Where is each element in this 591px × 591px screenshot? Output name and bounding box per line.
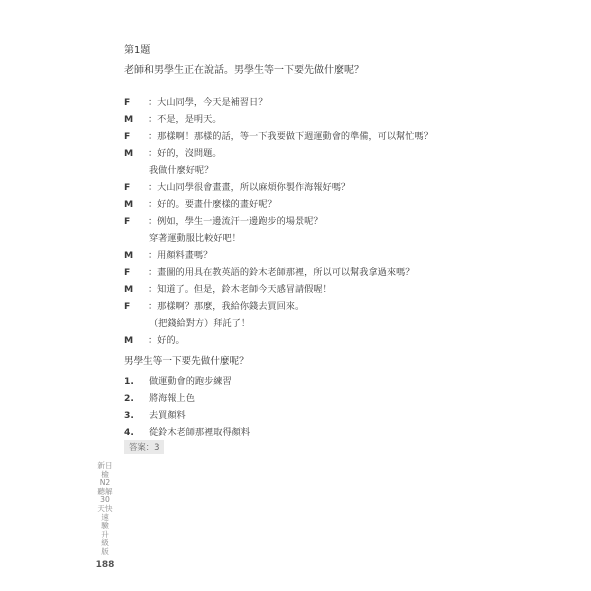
side-title-part: 30 xyxy=(100,495,110,505)
dialog-line xyxy=(124,196,544,213)
speaker: F xyxy=(124,182,131,193)
question-repeat: 男學生等一下要先做什麼呢？ xyxy=(124,356,249,367)
dialog-line xyxy=(124,315,544,332)
dialog-line xyxy=(124,94,544,111)
option-number: 4. xyxy=(124,427,134,438)
option-text: 將海報上色 xyxy=(149,393,195,404)
option-text: 從鈴木老師那裡取得顏料 xyxy=(149,427,251,438)
speaker: F xyxy=(124,267,131,278)
dialog-text: ：畫圖的用具在教英語的鈴木老師那裡，所以可以幫我拿過來嗎？ xyxy=(148,267,415,278)
dialog-line xyxy=(124,230,544,247)
question-title: 第1題 xyxy=(124,45,151,56)
dialog-text: 我做什麼好呢？ xyxy=(149,165,214,176)
dialog-line xyxy=(124,247,544,264)
side-title-part: 新日檢 xyxy=(97,461,113,479)
dialog-line xyxy=(124,128,544,145)
side-title-part: 級 xyxy=(101,538,109,548)
side-title-part: 版 xyxy=(101,546,109,556)
option-number: 1. xyxy=(124,376,134,387)
page-number: 188 xyxy=(95,560,115,570)
dialog-line xyxy=(124,332,544,349)
dialog-text: ：知道了。但是，鈴木老師今天感冒請假喔！ xyxy=(148,284,332,295)
option-number: 2. xyxy=(124,393,134,404)
dialog-text: ：例如，學生一邊流汗一邊跑步的場景呢？ xyxy=(148,216,323,227)
side-title-part: 驗 xyxy=(101,521,109,531)
dialog-text: ：好的。 xyxy=(148,335,185,346)
speaker: M xyxy=(124,284,134,295)
dialog-text: ：那樣啊！那樣的話，等一下我要做下週運動會的準備，可以幫忙嗎？ xyxy=(148,131,433,142)
speaker: F xyxy=(124,97,131,108)
speaker: M xyxy=(124,199,134,210)
dialog-text: （把錢給對方）拜託了！ xyxy=(149,318,251,329)
dialog-line xyxy=(124,162,544,179)
dialog-text: ：好的，沒問題。 xyxy=(148,148,222,159)
dialog-text: ：大山同學，今天是補習日？ xyxy=(148,97,268,108)
speaker: F xyxy=(124,301,131,312)
dialog-line xyxy=(124,111,544,128)
speaker: M xyxy=(124,114,134,125)
dialog-text: ：大山同學很會畫畫，所以麻煩你製作海報好嗎？ xyxy=(148,182,351,193)
speaker: F xyxy=(124,131,131,142)
dialog-text: ：那樣啊？那麼，我給你錢去買回來。 xyxy=(148,301,305,312)
speaker: M xyxy=(124,335,134,346)
answer-badge: 答案：3 xyxy=(124,440,164,454)
side-book-title xyxy=(94,462,116,557)
dialog-line xyxy=(124,264,544,281)
side-title-part: 升 xyxy=(101,529,109,539)
dialog-text: ：好的。要畫什麼樣的畫好呢？ xyxy=(148,199,277,210)
dialog-line xyxy=(124,298,544,315)
option-number: 3. xyxy=(124,410,134,421)
question-prompt: 老師和男學生正在說話。男學生等一下要先做什麼呢？ xyxy=(124,65,364,76)
dialog-line xyxy=(124,145,544,162)
side-title-part: N2 xyxy=(99,478,111,488)
option-text: 做運動會的跑步練習 xyxy=(149,376,232,387)
speaker: M xyxy=(124,250,134,261)
dialog-line xyxy=(124,213,544,230)
dialog-text: ：不是，是明天。 xyxy=(148,114,222,125)
side-title-part: 天快速 xyxy=(97,503,113,522)
option-text: 去買顏料 xyxy=(149,410,186,421)
speaker: F xyxy=(124,216,131,227)
dialog xyxy=(124,94,544,349)
dialog-line xyxy=(124,179,544,196)
side-title-part: 聽解 xyxy=(97,486,113,496)
dialog-text: 穿著運動服比較好吧！ xyxy=(149,233,241,244)
speaker: M xyxy=(124,148,134,159)
dialog-line xyxy=(124,281,544,298)
dialog-text: ：用顏料畫嗎？ xyxy=(148,250,213,261)
